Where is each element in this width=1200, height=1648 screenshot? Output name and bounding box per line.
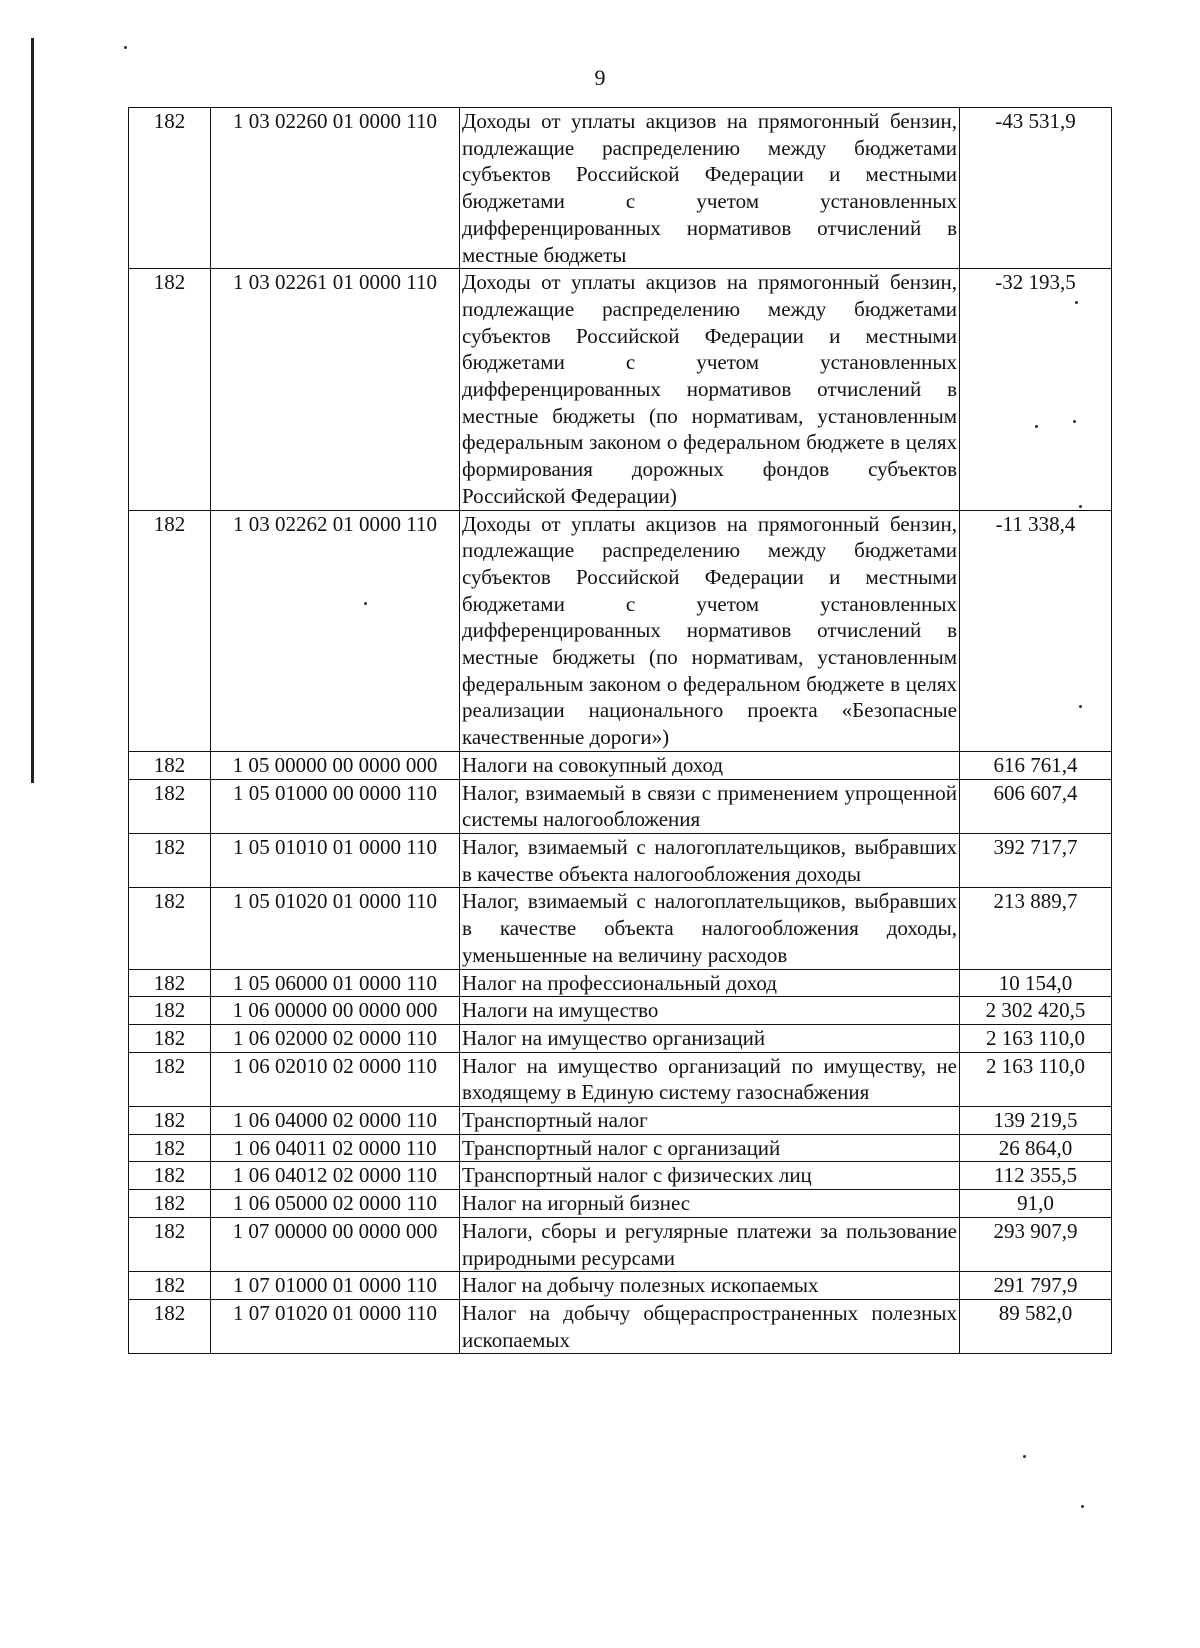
table-row bbox=[129, 1190, 1112, 1218]
table-row bbox=[129, 510, 1112, 751]
scan-speck bbox=[124, 46, 127, 49]
budget-classification-code-cell: 1 05 01010 01 0000 110 bbox=[211, 833, 460, 887]
table-row bbox=[129, 1162, 1112, 1190]
amount-cell: 89 582,0 bbox=[960, 1299, 1112, 1353]
admin-code-cell: 182 bbox=[129, 997, 211, 1025]
revenue-table bbox=[128, 107, 1112, 1354]
revenue-name-cell: Налоги на имущество bbox=[460, 997, 960, 1025]
budget-classification-code-cell: 1 06 04012 02 0000 110 bbox=[211, 1162, 460, 1190]
amount-cell: 392 717,7 bbox=[960, 833, 1112, 887]
amount-cell: 10 154,0 bbox=[960, 969, 1112, 997]
revenue-name-cell: Налоги на совокупный доход bbox=[460, 751, 960, 779]
amount-cell: 91,0 bbox=[960, 1190, 1112, 1218]
revenue-name-cell: Налог на имущество организаций bbox=[460, 1024, 960, 1052]
amount-cell: -11 338,4 bbox=[960, 510, 1112, 751]
budget-classification-code-cell: 1 06 02010 02 0000 110 bbox=[211, 1052, 460, 1106]
admin-code-cell: 182 bbox=[129, 1052, 211, 1106]
table-row bbox=[129, 1217, 1112, 1271]
admin-code-cell: 182 bbox=[129, 779, 211, 833]
admin-code-cell: 182 bbox=[129, 1134, 211, 1162]
scan-edge-line bbox=[31, 38, 34, 783]
revenue-name-cell: Налог на имущество организаций по имуществу, не входящему в Единую систему газоснабжения bbox=[460, 1052, 960, 1106]
budget-classification-code-cell: 1 06 05000 02 0000 110 bbox=[211, 1190, 460, 1218]
amount-cell: 213 889,7 bbox=[960, 888, 1112, 969]
table-row bbox=[129, 1052, 1112, 1106]
amount-cell: 26 864,0 bbox=[960, 1134, 1112, 1162]
table-row bbox=[129, 1024, 1112, 1052]
revenue-name-cell: Доходы от уплаты акцизов на прямогонный бензин, подлежащие распределению между бюджетами субъектов Российской Федерации и местными бюджетами с учетом установленных дифференцированных нормативов отчислений в местные бюджеты (по нормативам, установленным федеральным законом о федеральном бюджете в целях реализации национального проекта «Безопасные качественные дороги») bbox=[460, 510, 960, 751]
revenue-name-cell: Транспортный налог с физических лиц bbox=[460, 1162, 960, 1190]
table-row bbox=[129, 1299, 1112, 1353]
table-row bbox=[129, 1107, 1112, 1135]
revenue-name-cell: Налог на игорный бизнес bbox=[460, 1190, 960, 1218]
amount-cell: 112 355,5 bbox=[960, 1162, 1112, 1190]
admin-code-cell: 182 bbox=[129, 1217, 211, 1271]
revenue-name-cell: Доходы от уплаты акцизов на прямогонный бензин, подлежащие распределению между бюджетами субъектов Российской Федерации и местными бюджетами с учетом установленных дифференцированных нормативов отчислений в местные бюджеты (по нормативам, установленным федеральным законом о федеральном бюджете в целях формирования дорожных фондов субъектов Российской Федерации) bbox=[460, 269, 960, 510]
revenue-name-cell: Налог, взимаемый с налогоплательщиков, выбравших в качестве объекта налогообложения доходы bbox=[460, 833, 960, 887]
revenue-table-body bbox=[129, 108, 1112, 1354]
table-row bbox=[129, 1272, 1112, 1300]
revenue-name-cell: Налог на добычу полезных ископаемых bbox=[460, 1272, 960, 1300]
scan-speck bbox=[1081, 1505, 1084, 1508]
table-row bbox=[129, 997, 1112, 1025]
admin-code-cell: 182 bbox=[129, 969, 211, 997]
table-row bbox=[129, 888, 1112, 969]
budget-classification-code-cell: 1 03 02260 01 0000 110 bbox=[211, 108, 460, 269]
table-row bbox=[129, 779, 1112, 833]
amount-cell: 2 302 420,5 bbox=[960, 997, 1112, 1025]
admin-code-cell: 182 bbox=[129, 1272, 211, 1300]
budget-classification-code-cell: 1 06 00000 00 0000 000 bbox=[211, 997, 460, 1025]
amount-cell: 291 797,9 bbox=[960, 1272, 1112, 1300]
revenue-name-cell: Налог, взимаемый в связи с применением упрощенной системы налогообложения bbox=[460, 779, 960, 833]
budget-classification-code-cell: 1 06 02000 02 0000 110 bbox=[211, 1024, 460, 1052]
revenue-name-cell: Доходы от уплаты акцизов на прямогонный бензин, подлежащие распределению между бюджетами субъектов Российской Федерации и местными бюджетами с учетом установленных дифференцированных нормативов отчислений в местные бюджеты bbox=[460, 108, 960, 269]
admin-code-cell: 182 bbox=[129, 269, 211, 510]
admin-code-cell: 182 bbox=[129, 108, 211, 269]
budget-classification-code-cell: 1 06 04011 02 0000 110 bbox=[211, 1134, 460, 1162]
table-row bbox=[129, 269, 1112, 510]
table-row bbox=[129, 969, 1112, 997]
budget-classification-code-cell: 1 03 02261 01 0000 110 bbox=[211, 269, 460, 510]
amount-cell: 606 607,4 bbox=[960, 779, 1112, 833]
admin-code-cell: 182 bbox=[129, 1299, 211, 1353]
revenue-name-cell: Налог на профессиональный доход bbox=[460, 969, 960, 997]
table-row bbox=[129, 833, 1112, 887]
scan-speck bbox=[1023, 1455, 1026, 1458]
revenue-name-cell: Налог на добычу общераспространенных полезных ископаемых bbox=[460, 1299, 960, 1353]
budget-classification-code-cell: 1 05 01020 01 0000 110 bbox=[211, 888, 460, 969]
admin-code-cell: 182 bbox=[129, 510, 211, 751]
amount-cell: 139 219,5 bbox=[960, 1107, 1112, 1135]
budget-classification-code-cell: 1 05 00000 00 0000 000 bbox=[211, 751, 460, 779]
budget-classification-code-cell: 1 03 02262 01 0000 110 bbox=[211, 510, 460, 751]
amount-cell: -32 193,5 bbox=[960, 269, 1112, 510]
table-row bbox=[129, 751, 1112, 779]
budget-classification-code-cell: 1 07 01020 01 0000 110 bbox=[211, 1299, 460, 1353]
page-number: 9 bbox=[594, 65, 606, 90]
amount-cell: -43 531,9 bbox=[960, 108, 1112, 269]
budget-classification-code-cell: 1 07 01000 01 0000 110 bbox=[211, 1272, 460, 1300]
budget-classification-code-cell: 1 07 00000 00 0000 000 bbox=[211, 1217, 460, 1271]
amount-cell: 616 761,4 bbox=[960, 751, 1112, 779]
admin-code-cell: 182 bbox=[129, 1107, 211, 1135]
revenue-name-cell: Транспортный налог с организаций bbox=[460, 1134, 960, 1162]
amount-cell: 293 907,9 bbox=[960, 1217, 1112, 1271]
budget-classification-code-cell: 1 05 06000 01 0000 110 bbox=[211, 969, 460, 997]
revenue-name-cell: Налог, взимаемый с налогоплательщиков, выбравших в качестве объекта налогообложения доходы, уменьшенные на величину расходов bbox=[460, 888, 960, 969]
revenue-name-cell: Транспортный налог bbox=[460, 1107, 960, 1135]
admin-code-cell: 182 bbox=[129, 1190, 211, 1218]
revenue-name-cell: Налоги, сборы и регулярные платежи за пользование природными ресурсами bbox=[460, 1217, 960, 1271]
amount-cell: 2 163 110,0 bbox=[960, 1052, 1112, 1106]
table-row bbox=[129, 108, 1112, 269]
budget-classification-code-cell: 1 05 01000 00 0000 110 bbox=[211, 779, 460, 833]
admin-code-cell: 182 bbox=[129, 751, 211, 779]
amount-cell: 2 163 110,0 bbox=[960, 1024, 1112, 1052]
table-row bbox=[129, 1134, 1112, 1162]
admin-code-cell: 182 bbox=[129, 1162, 211, 1190]
budget-classification-code-cell: 1 06 04000 02 0000 110 bbox=[211, 1107, 460, 1135]
admin-code-cell: 182 bbox=[129, 1024, 211, 1052]
admin-code-cell: 182 bbox=[129, 833, 211, 887]
admin-code-cell: 182 bbox=[129, 888, 211, 969]
